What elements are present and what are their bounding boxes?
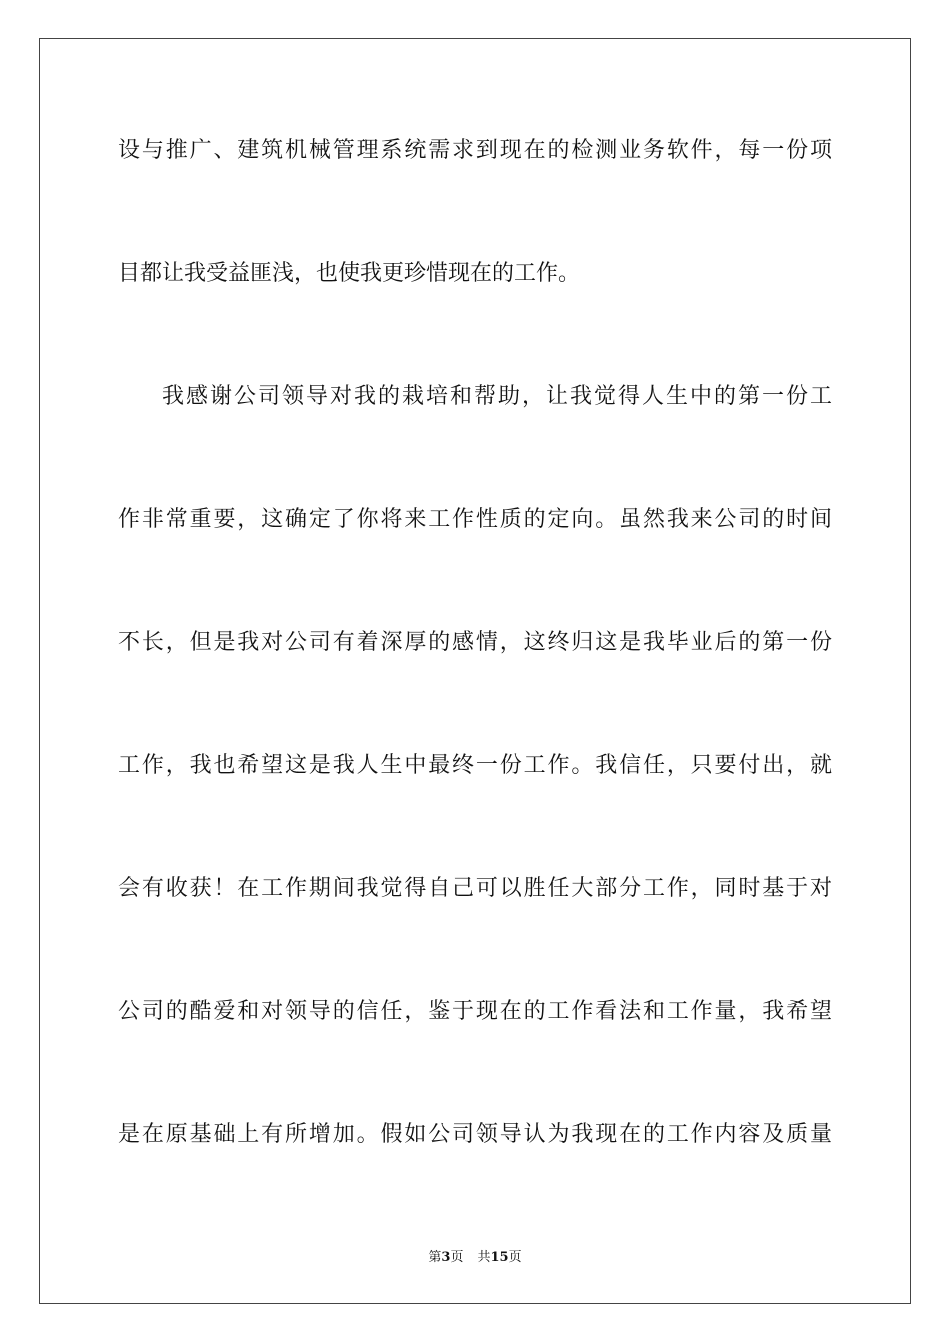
body-text-line: 工作，我也希望这是我人生中最终一份工作。我信任，只要付出，就 — [118, 753, 832, 778]
body-text-line: 目都让我受益匪浅，也使我更珍惜现在的工作。 — [118, 261, 581, 286]
page-border — [39, 38, 911, 1304]
body-text-line: 作非常重要，这确定了你将来工作性质的定向。虽然我来公司的时间 — [118, 507, 832, 532]
body-text-line: 是在原基础上有所增加。假如公司领导认为我现在的工作内容及质量 — [118, 1122, 832, 1147]
body-text-line: 不长，但是我对公司有着深厚的感情，这终归这是我毕业后的第一份 — [118, 630, 832, 655]
total-pages: 15 — [490, 1250, 509, 1265]
body-text-line: 会有收获！在工作期间我觉得自己可以胜任大部分工作，同时基于对 — [118, 876, 832, 901]
body-text-line: 设与推广、建筑机械管理系统需求到现在的检测业务软件，每一份项 — [118, 138, 832, 163]
paragraph-first-line: 我感谢公司领导对我的栽培和帮助，让我觉得人生中的第一份工 — [162, 384, 832, 409]
body-text-line: 公司的酷爱和对领导的信任，鉴于现在的工作看法和工作量，我希望 — [118, 999, 832, 1024]
page-suffix: 页 — [450, 1250, 464, 1265]
page-number: 3 — [441, 1250, 451, 1265]
page-prefix: 第 — [428, 1250, 442, 1265]
total-suffix: 页 — [508, 1250, 522, 1265]
total-prefix: 共 — [477, 1250, 491, 1265]
page-footer — [0, 1246, 950, 1265]
